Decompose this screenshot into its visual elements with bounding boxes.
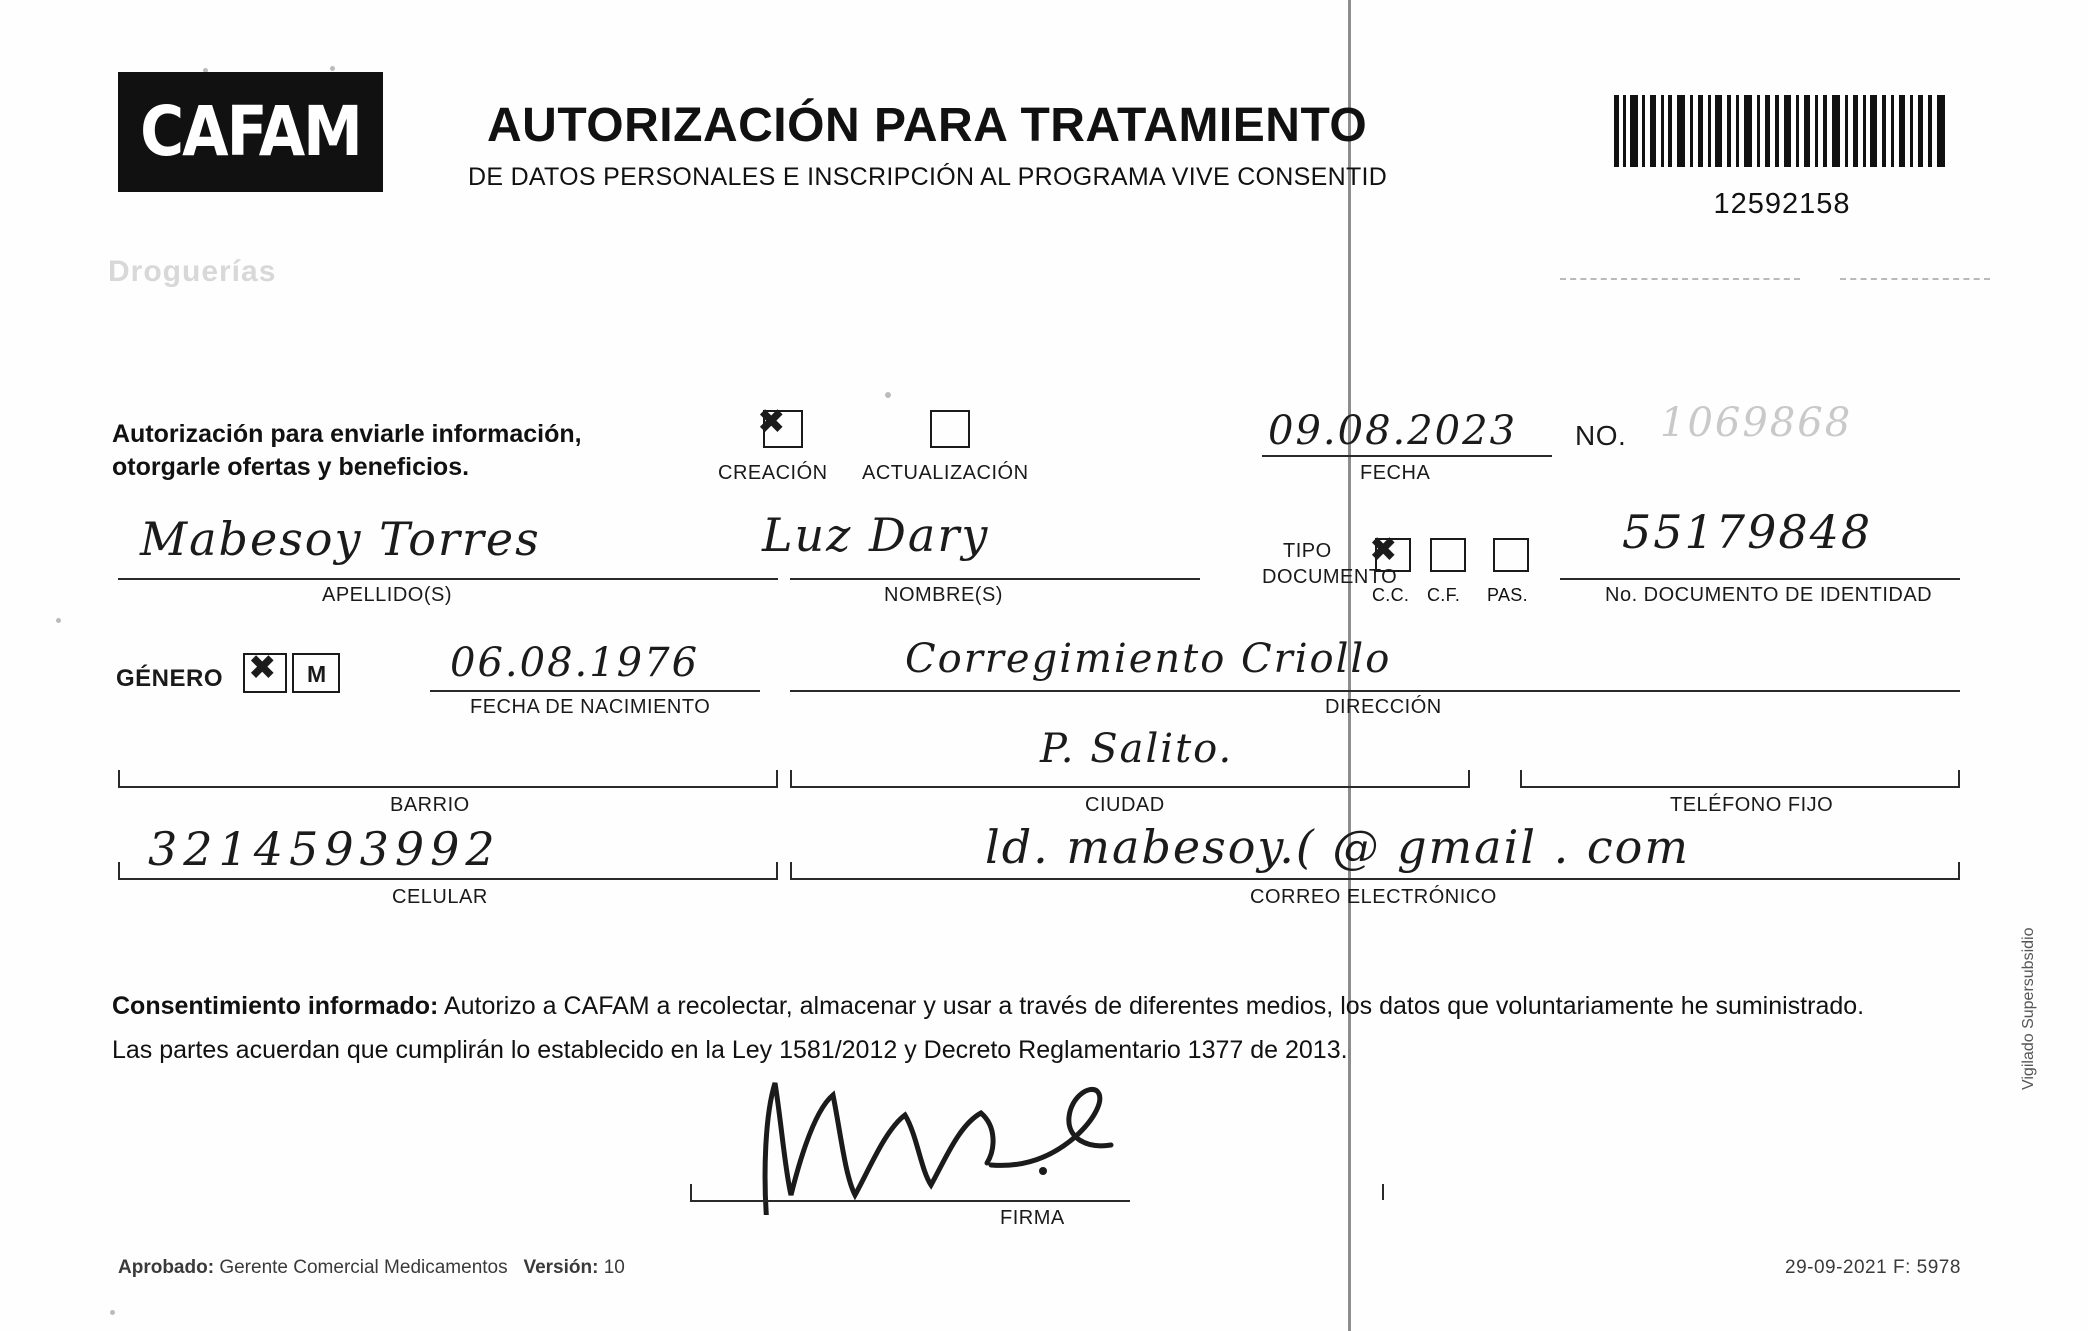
scan-speck (110, 1310, 115, 1315)
correo-tick-right (1958, 862, 1960, 878)
fecha-value[interactable]: 09.08.2023 (1268, 408, 1518, 454)
consent-text-line2: Las partes acuerdan que cumplirán lo establecido en la Ley 1581/2012 y Decreto Reglamentario 1377 de 2013. (112, 1035, 1348, 1064)
authorization-label: Autorización para enviarle información, otorgarle ofertas y beneficios. (112, 420, 582, 481)
telefono-tick-right (1958, 770, 1960, 786)
fecha-nacimiento-rule (430, 690, 760, 692)
barcode-number: 12592158 (1713, 188, 1851, 220)
ciudad-rule (790, 786, 1470, 788)
checkbox-genero-f-mark: ✖ (248, 648, 277, 688)
signature-rule (690, 1200, 1130, 1202)
ciudad-caption: CIUDAD (1085, 794, 1165, 816)
celular-tick-left (118, 862, 120, 878)
checkbox-actualizacion-label: ACTUALIZACIÓN (862, 462, 1029, 484)
numero-documento-value[interactable]: 55179848 (1622, 505, 1873, 559)
correo-value[interactable]: ld. mabesoy.( @ gmail . com (985, 820, 1690, 874)
tipo-documento-caption-2: DOCUMENTO (1262, 566, 1398, 588)
nombres-caption: NOMBRE(S) (884, 584, 1003, 606)
checkbox-creacion-mark: ✖ (757, 402, 786, 442)
decorative-dash (1560, 278, 1800, 280)
nombres-rule (790, 578, 1200, 580)
decorative-dash (1840, 278, 1990, 280)
scan-speck (885, 392, 891, 398)
fecha-nacimiento-value[interactable]: 06.08.1976 (450, 640, 700, 686)
consent-bold-label: Consentimiento informado: (112, 992, 439, 1020)
page-title: AUTORIZACIÓN PARA TRATAMIENTO (487, 99, 1368, 152)
checkbox-cf[interactable] (1430, 538, 1466, 572)
genero-caption: GÉNERO (116, 665, 224, 692)
apellidos-caption: APELLIDO(S) (322, 584, 452, 606)
footer-approved-value: Gerente Comercial Medicamentos (219, 1257, 508, 1278)
direccion-rule (790, 690, 1960, 692)
cafam-logo-subtext: Droguerías (108, 255, 277, 288)
checkbox-cc-label: C.C. (1372, 585, 1410, 605)
footer-version-label: Versión: (523, 1257, 599, 1278)
consent-text-line1: Autorizo a CAFAM a recolectar, almacenar y usar a través de diferentes medios, los datos que voluntariamente he suministrado. (438, 992, 1865, 1020)
no-label: NO. (1575, 420, 1627, 451)
telefono-tick-left (1520, 770, 1522, 786)
numero-documento-caption: No. DOCUMENTO DE IDENTIDAD (1605, 584, 1933, 606)
signature-caption: FIRMA (1000, 1207, 1065, 1229)
checkbox-actualizacion[interactable] (930, 410, 970, 448)
signature-tick-left (690, 1184, 692, 1200)
checkbox-cf-label: C.F. (1427, 585, 1461, 605)
cafam-logo (118, 72, 383, 192)
celular-tick-right (776, 862, 778, 878)
apellidos-rule (118, 578, 778, 580)
barcode (1612, 95, 1952, 167)
fecha-caption: FECHA (1360, 462, 1431, 484)
barrio-caption: BARRIO (390, 794, 470, 816)
footer-side-note: Vigilado Supersubsidio (2020, 927, 2037, 1090)
apellidos-value[interactable]: Mabesoy Torres (140, 512, 541, 566)
barrio-rule (118, 786, 778, 788)
no-value[interactable]: 1069868 (1660, 400, 1853, 446)
checkbox-pas[interactable] (1493, 538, 1529, 572)
telefono-rule (1520, 786, 1960, 788)
checkbox-cc-mark: ✖ (1369, 530, 1398, 570)
celular-caption: CELULAR (392, 886, 488, 908)
direccion-value[interactable]: Corregimiento Criollo (905, 636, 1392, 682)
celular-rule (118, 878, 778, 880)
ciudad-tick-right (1468, 770, 1470, 786)
barrio-tick-right (776, 770, 778, 786)
page-subtitle: DE DATOS PERSONALES E INSCRIPCIÓN AL PROGRAMA VIVE CONSENTID (468, 163, 1388, 191)
checkbox-creacion-label: CREACIÓN (718, 462, 828, 484)
scan-speck (330, 66, 335, 71)
checkbox-pas-label: PAS. (1487, 585, 1528, 605)
signature-drawing[interactable] (745, 1075, 1265, 1215)
footer-date-code: 29-09-2021 F: 5978 (1785, 1257, 1961, 1278)
numero-documento-rule (1560, 578, 1960, 580)
tipo-documento-caption-1: TIPO (1283, 540, 1332, 562)
signature-tick-right (1382, 1184, 1384, 1200)
barrio-tick-left (118, 770, 120, 786)
footer-approved-label: Aprobado: (118, 1257, 215, 1278)
ciudad-tick-left (790, 770, 792, 786)
celular-value[interactable]: 3214593992 (148, 822, 501, 876)
checkbox-genero-m-label: M (307, 661, 327, 687)
telefono-fijo-caption: TELÉFONO FIJO (1670, 794, 1834, 816)
direccion-caption: DIRECCIÓN (1325, 696, 1442, 718)
cafam-logo-text: CAFAM (140, 91, 361, 173)
fecha-rule (1262, 455, 1552, 457)
nombres-value[interactable]: Luz Dary (762, 508, 990, 562)
correo-rule (790, 878, 1960, 880)
correo-tick-left (790, 862, 792, 878)
fecha-nacimiento-caption: FECHA DE NACIMIENTO (470, 696, 711, 718)
consent-paragraph (112, 985, 1952, 1073)
correo-caption: CORREO ELECTRÓNICO (1250, 886, 1497, 908)
footer-approval (118, 1257, 625, 1279)
scan-speck (56, 618, 61, 623)
ciudad-value[interactable]: P. Salito. (1040, 726, 1234, 772)
footer-version-value: 10 (603, 1257, 625, 1278)
